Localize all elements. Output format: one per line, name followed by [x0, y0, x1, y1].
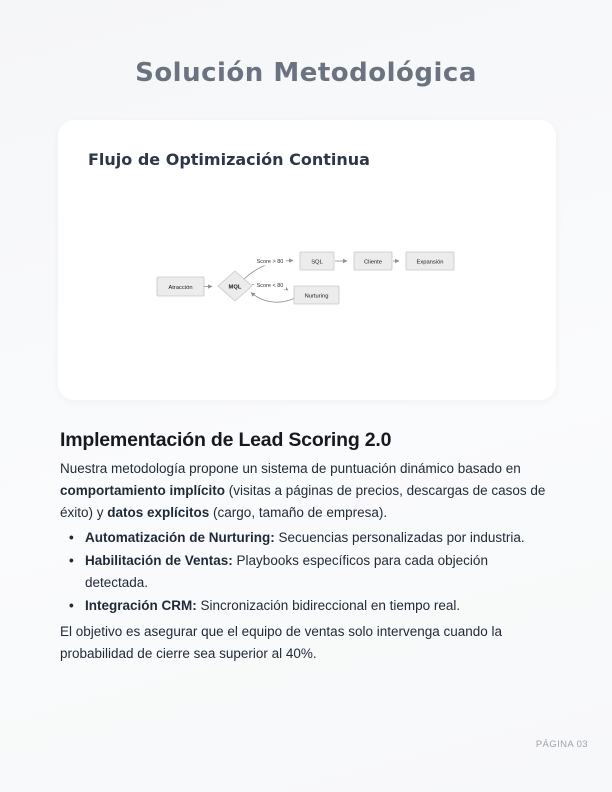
page-number: PÁGINA 03 [535, 739, 588, 750]
list-item-text: Playbooks específicos para cada objeción detectada. [85, 552, 488, 590]
list-item-nurturing [60, 527, 552, 550]
flow-node-sql [300, 252, 334, 270]
svg-text:SQL: SQL [311, 259, 323, 266]
list-item-lead: Habilitación de Ventas: [85, 552, 233, 568]
flow-card [58, 120, 556, 400]
flow-node-expansion [406, 252, 454, 270]
flow-edge-label-high [254, 256, 286, 266]
page-title: Solución Metodológica [135, 58, 477, 88]
svg-text:MQL: MQL [228, 284, 242, 291]
section-heading: Implementación de Lead Scoring 2.0 [60, 429, 392, 451]
svg-text:Score > 80: Score > 80 [256, 259, 284, 265]
flow-node-mql [218, 271, 252, 301]
intro-text-3: (cargo, tamaño de empresa). [209, 505, 388, 520]
svg-text:Score < 80: Score < 80 [256, 283, 284, 289]
flow-node-nurturing [294, 286, 339, 304]
intro-bold-2: datos explícitos [107, 505, 210, 520]
list-item-text: Sincronización bidireccional en tiempo real. [196, 597, 461, 613]
flow-node-atraccion [157, 277, 204, 296]
intro-text-2: (visitas a páginas de precios, descargas de casos de éxito) y [60, 483, 546, 520]
closing-paragraph: El objetivo es asegurar que el equipo de ventas solo intervenga cuando la probabilidad de cierre sea superior al 40%. [60, 624, 503, 661]
list-item-text: Secuencias personalizadas por industria. [274, 530, 525, 545]
list-item-crm [60, 595, 552, 618]
svg-text:Nurturing: Nurturing [304, 293, 329, 300]
content-section [60, 429, 552, 665]
card-heading: Flujo de Optimización Continua [88, 150, 370, 169]
intro-bold-1: comportamiento implícito [60, 483, 226, 498]
flowchart-diagram [58, 120, 556, 400]
svg-text:Cliente: Cliente [363, 259, 383, 266]
flow-edge-label-low [254, 280, 286, 290]
svg-text:Atracción: Atracción [168, 285, 193, 291]
flow-node-cliente [354, 252, 392, 270]
flow-edge-nurturing-mql [251, 293, 294, 303]
feature-list [60, 527, 552, 617]
intro-paragraph [60, 458, 552, 524]
list-item-ventas [60, 550, 552, 595]
svg-text:Expansión: Expansión [416, 259, 444, 266]
list-item-lead: Integración CRM: [85, 597, 197, 613]
intro-text-1: Nuestra metodología propone un sistema de puntuación dinámico basado en [60, 461, 521, 476]
list-item-lead: Automatización de Nurturing: [85, 530, 275, 545]
